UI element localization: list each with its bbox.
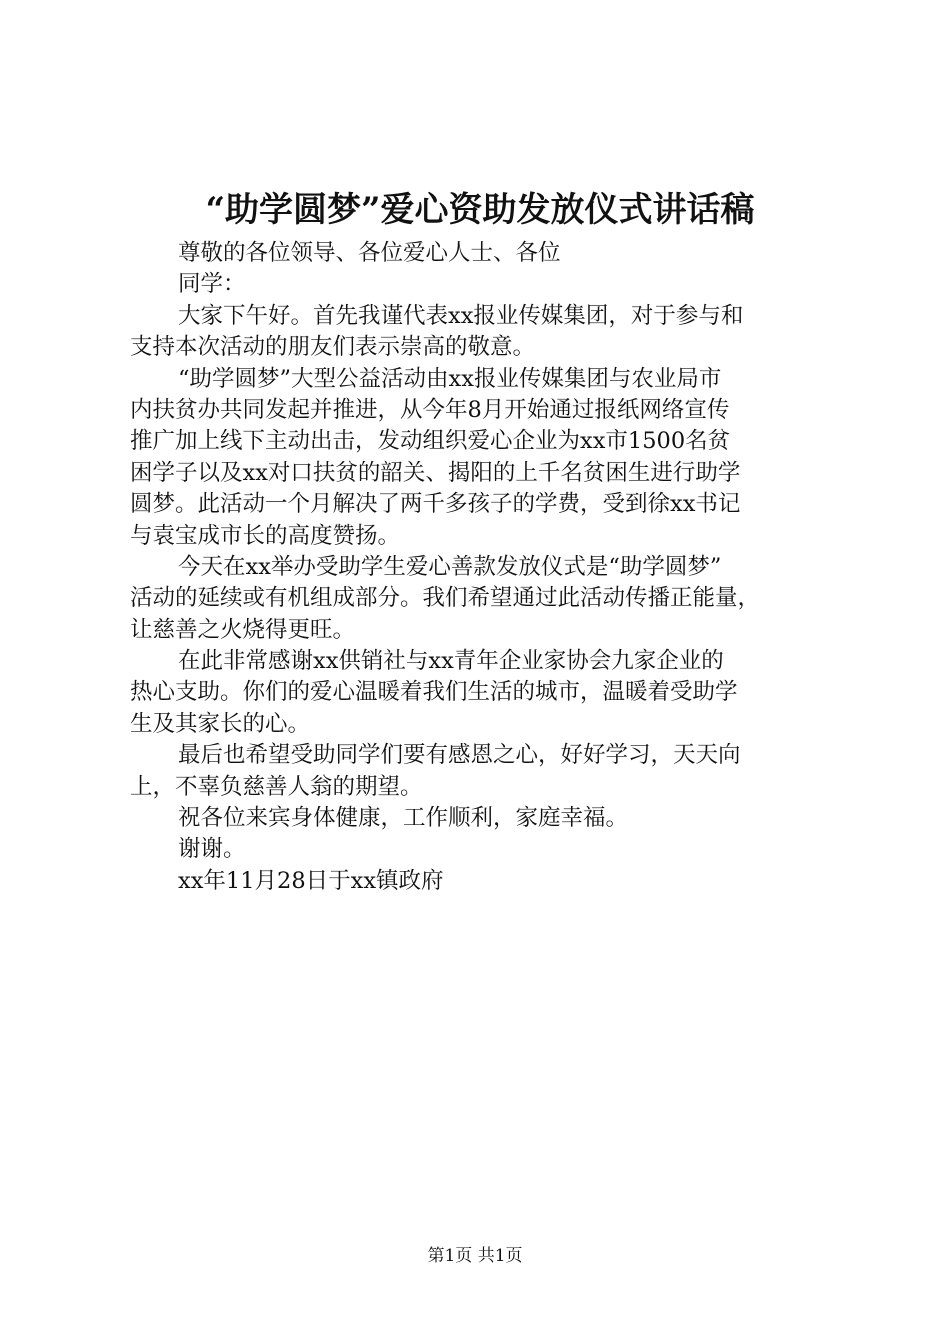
document-title: “助学圆梦”爱心资助发放仪式讲话稿 bbox=[205, 190, 755, 230]
paragraph-line: 推广加上线下主动出击，发动组织爱心企业为xx市1500名贫 bbox=[130, 428, 731, 455]
paragraph-line: “助学圆梦”大型公益活动由xx报业传媒集团与农业局市 bbox=[178, 365, 722, 392]
closing-line: 祝各位来宾身体健康，工作顺利，家庭幸福。 bbox=[178, 805, 629, 832]
closing-line: 谢谢。 bbox=[178, 836, 246, 863]
paragraph-line: 大家下午好。首先我谨代表xx报业传媒集团，对于参与和 bbox=[178, 302, 744, 329]
salutation-line: 尊敬的各位领导、各位爱心人士、各位 bbox=[178, 240, 561, 266]
salutation-line: 同学： bbox=[178, 271, 246, 298]
paragraph-line: 圆梦。此活动一个月解决了两千多孩子的学费，受到徐xx书记 bbox=[130, 491, 741, 518]
document-body bbox=[130, 238, 835, 897]
paragraph-line: 内扶贫办共同发起并推进，从今年8月开始通过报纸网络宣传 bbox=[130, 396, 730, 423]
paragraph-line: 热心支助。你们的爱心温暖着我们生活的城市，温暖着受助学 bbox=[130, 679, 738, 706]
paragraph-line: 与袁宝成市长的高度赞扬。 bbox=[130, 522, 401, 549]
paragraph-line: 今天在xx举办受助学生爱心善款发放仪式是“助学圆梦” bbox=[178, 553, 722, 580]
paragraph-line: 活动的延续或有机组成部分。我们希望通过此活动传播正能量， bbox=[130, 585, 761, 612]
paragraph-line: 上，不辜负慈善人翁的期望。 bbox=[130, 773, 423, 800]
page-number: 第1页 共1页 bbox=[427, 1246, 523, 1266]
paragraph-line: 最后也希望受助同学们要有感恩之心，好好学习，天天向 bbox=[178, 742, 741, 769]
paragraph-line: 困学子以及xx对口扶贫的韶关、揭阳的上千名贫困生进行助学 bbox=[130, 459, 741, 486]
paragraph-line: 生及其家长的心。 bbox=[130, 710, 311, 737]
paragraph-line: 让慈善之火烧得更旺。 bbox=[130, 616, 356, 643]
paragraph-line: 在此非常感谢xx供销社与xx青年企业家协会九家企业的 bbox=[178, 648, 724, 675]
paragraph-line: 支持本次活动的朋友们表示崇高的敬意。 bbox=[130, 334, 536, 361]
signature-date-line: xx年11月28日于xx镇政府 bbox=[178, 867, 444, 894]
